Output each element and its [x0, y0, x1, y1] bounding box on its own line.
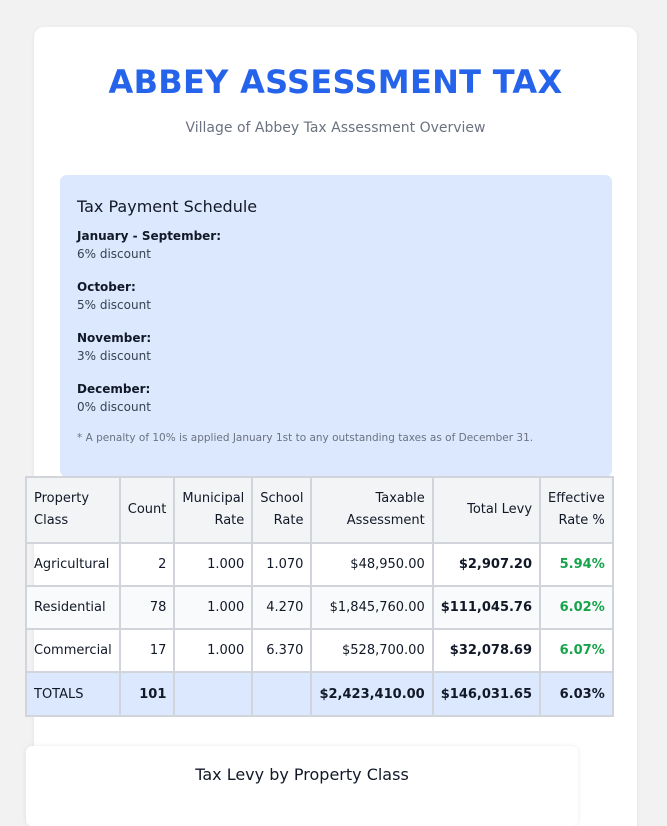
- cell-municipal-rate: 1.000: [174, 629, 252, 672]
- cell-effective-rate: 6.07%: [540, 629, 613, 672]
- period-discount: 3% discount: [77, 349, 151, 363]
- cell-class: Agricultural: [26, 543, 120, 586]
- cell-assessment: $1,845,760.00: [311, 586, 432, 629]
- period-discount: 5% discount: [77, 298, 151, 312]
- tax-levy-table: [25, 476, 614, 717]
- table-header-row: [26, 477, 613, 543]
- cell-levy: $111,045.76: [433, 586, 540, 629]
- totals-assessment: $2,423,410.00: [311, 672, 432, 716]
- cell-municipal-rate: 1.000: [174, 586, 252, 629]
- header-total-levy: Total Levy: [433, 477, 540, 543]
- totals-label: TOTALS: [26, 672, 120, 716]
- levy-chart-section: [26, 746, 578, 826]
- cell-levy: $32,078.69: [433, 629, 540, 672]
- header-school-rate: School Rate: [252, 477, 311, 543]
- cell-count: 78: [120, 586, 175, 629]
- schedule-period: [77, 381, 595, 417]
- period-label: October:: [77, 280, 136, 294]
- totals-row: [26, 672, 613, 716]
- cell-class: Commercial: [26, 629, 120, 672]
- cell-assessment: $48,950.00: [311, 543, 432, 586]
- totals-levy: $146,031.65: [433, 672, 540, 716]
- header-municipal-rate: Municipal Rate: [174, 477, 252, 543]
- cell-levy: $2,907.20: [433, 543, 540, 586]
- cell-effective-rate: 6.02%: [540, 586, 613, 629]
- totals-empty-cell: [174, 672, 252, 716]
- cell-class: Residential: [26, 586, 120, 629]
- table-row: [26, 543, 613, 586]
- schedule-period: [77, 330, 595, 366]
- period-label: December:: [77, 382, 151, 396]
- cell-municipal-rate: 1.000: [174, 543, 252, 586]
- table-row: [26, 586, 613, 629]
- page-subtitle: Village of Abbey Tax Assessment Overview: [185, 120, 486, 136]
- cell-school-rate: 6.370: [252, 629, 311, 672]
- cell-count: 17: [120, 629, 175, 672]
- penalty-note: * A penalty of 10% is applied January 1st to any outstanding taxes as of December 31.: [77, 432, 534, 444]
- schedule-heading: Tax Payment Schedule: [77, 197, 258, 216]
- totals-count: 101: [120, 672, 175, 716]
- period-label: November:: [77, 331, 152, 345]
- cell-assessment: $528,700.00: [311, 629, 432, 672]
- chart-title: Tax Levy by Property Class: [195, 765, 409, 784]
- cell-school-rate: 1.070: [252, 543, 311, 586]
- header-taxable-assessment: Taxable Assessment: [311, 477, 432, 543]
- period-discount: 0% discount: [77, 400, 151, 414]
- cell-effective-rate: 5.94%: [540, 543, 613, 586]
- header-property-class: Property Class: [26, 477, 120, 543]
- cell-count: 2: [120, 543, 175, 586]
- page-title: ABBEY ASSESSMENT TAX: [108, 63, 563, 101]
- totals-effective-rate: 6.03%: [540, 672, 613, 716]
- header-effective-rate: Effective Rate %: [540, 477, 613, 543]
- payment-schedule-panel: [60, 175, 612, 477]
- schedule-period: [77, 228, 595, 264]
- header-count: Count: [120, 477, 175, 543]
- period-discount: 6% discount: [77, 247, 151, 261]
- cell-school-rate: 4.270: [252, 586, 311, 629]
- schedule-period: [77, 279, 595, 315]
- table-row: [26, 629, 613, 672]
- totals-empty-cell: [252, 672, 311, 716]
- period-label: January - September:: [77, 229, 222, 243]
